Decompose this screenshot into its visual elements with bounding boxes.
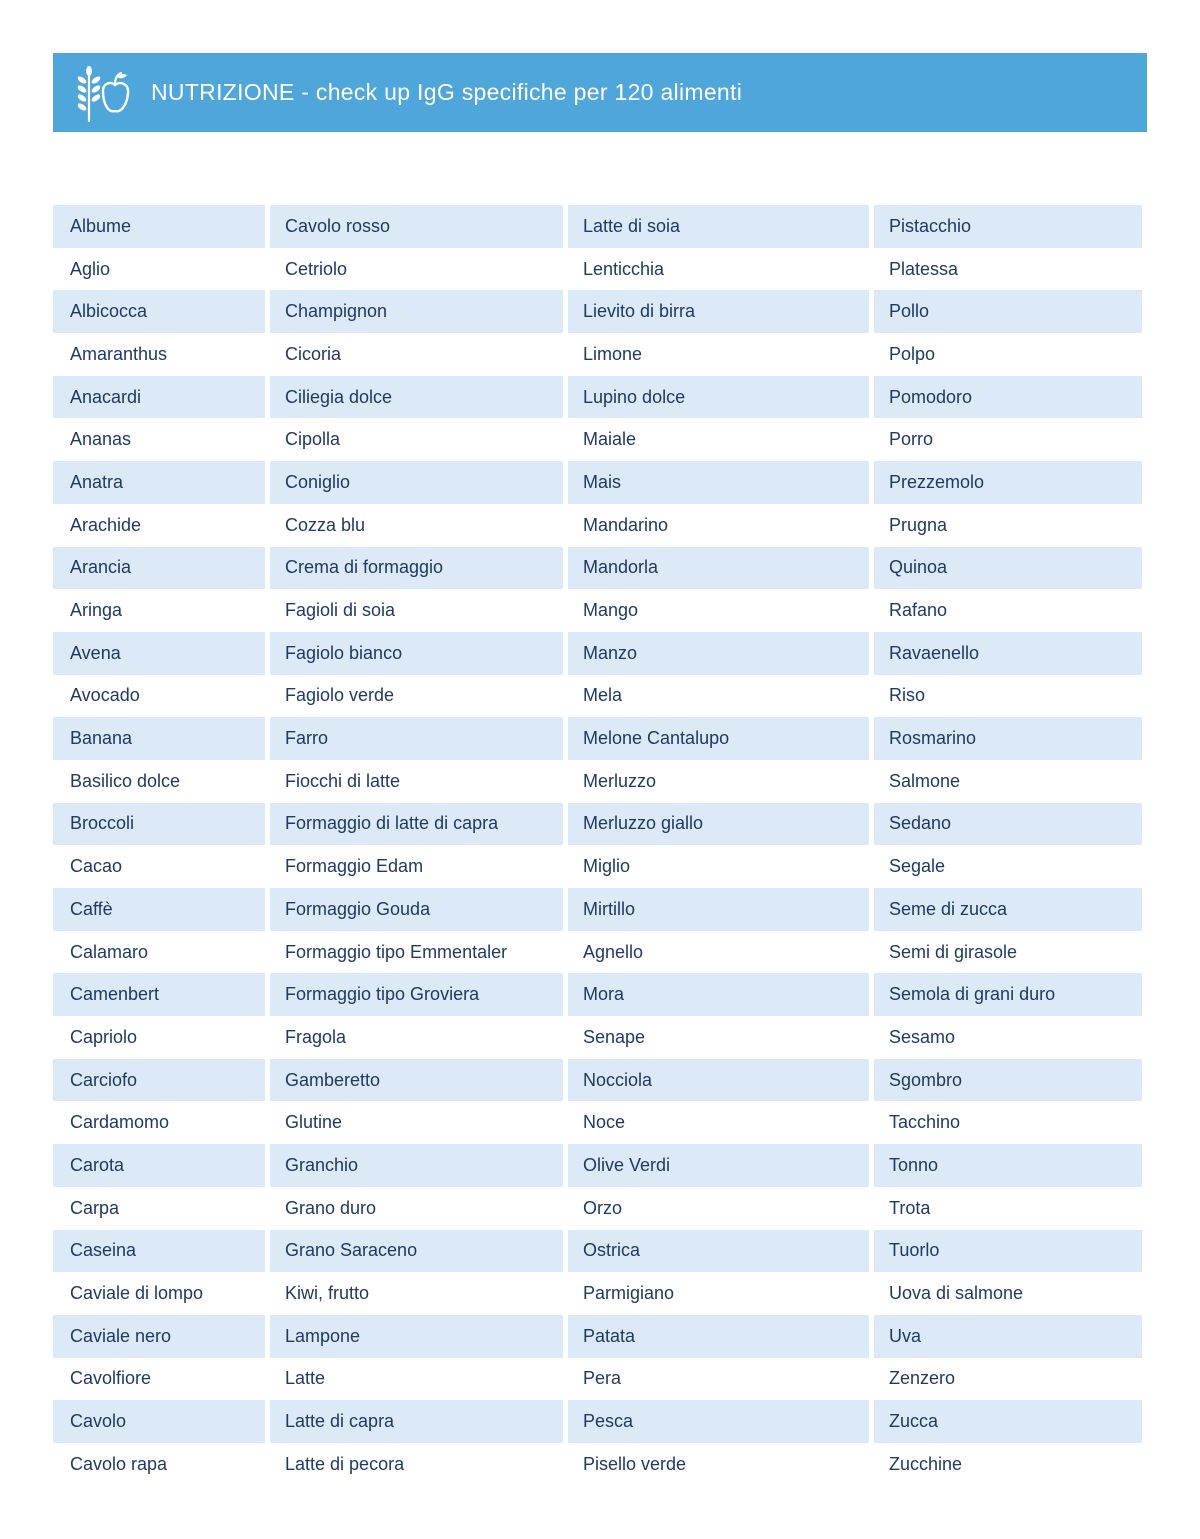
food-item: Arancia — [53, 547, 265, 590]
food-item: Miglio — [583, 856, 631, 877]
food-item: Caviale di lompo — [70, 1283, 204, 1304]
food-item: Mais — [568, 461, 869, 504]
food-item: Latte di capra — [270, 1400, 563, 1443]
food-item: Avocado — [70, 685, 140, 706]
food-item: Sgombro — [874, 1059, 1142, 1102]
food-item: Granchio — [270, 1144, 563, 1187]
food-item: Tonno — [874, 1144, 1142, 1187]
food-item: Fiocchi di latte — [285, 770, 401, 791]
food-item: Fagiolo verde — [285, 685, 395, 706]
food-item: Segale — [889, 856, 946, 877]
food-item: Broccoli — [53, 803, 265, 846]
food-item: Formaggio di latte di capra — [270, 803, 563, 846]
food-item: Ravaenello — [874, 632, 1142, 675]
food-item: Trota — [889, 1197, 931, 1218]
food-item: Carciofo — [53, 1059, 265, 1102]
food-item: Coniglio — [270, 461, 563, 504]
food-item: Merluzzo giallo — [568, 803, 869, 846]
food-item: Cavolo — [53, 1400, 265, 1443]
food-item: Albicocca — [53, 290, 265, 333]
food-item: Mirtillo — [568, 888, 869, 931]
food-item: Amaranthus — [70, 343, 168, 364]
food-column-1 — [53, 205, 265, 1486]
food-item: Anatra — [53, 461, 265, 504]
food-item: Arachide — [70, 514, 142, 535]
food-item: Mela — [583, 685, 623, 706]
food-item: Ananas — [70, 429, 132, 450]
food-item: Polpo — [889, 343, 936, 364]
header-banner — [53, 53, 1147, 132]
food-item: Tacchino — [889, 1112, 961, 1133]
food-item: Fagiolo bianco — [270, 632, 563, 675]
food-item: Albume — [53, 205, 265, 248]
food-item: Tuorlo — [874, 1230, 1142, 1273]
food-item: Anacardi — [53, 376, 265, 419]
food-item: Agnello — [583, 941, 644, 962]
food-item: Latte — [285, 1368, 326, 1389]
food-item: Mandorla — [568, 547, 869, 590]
food-column-3 — [568, 205, 869, 1486]
food-item: Olive Verdi — [568, 1144, 869, 1187]
food-item: Quinoa — [874, 547, 1142, 590]
food-item: Gamberetto — [270, 1059, 563, 1102]
food-item: Zucchine — [889, 1453, 963, 1474]
food-item: Caseina — [53, 1230, 265, 1273]
food-column-4 — [874, 205, 1142, 1486]
food-item: Carota — [53, 1144, 265, 1187]
food-item: Uva — [874, 1315, 1142, 1358]
food-item: Calamaro — [70, 941, 149, 962]
food-item: Champignon — [270, 290, 563, 333]
food-item: Seme di zucca — [874, 888, 1142, 931]
food-item: Ostrica — [568, 1230, 869, 1273]
food-item: Pistacchio — [874, 205, 1142, 248]
food-item: Grano duro — [285, 1197, 377, 1218]
food-item: Cicoria — [285, 343, 342, 364]
food-item: Lampone — [270, 1315, 563, 1358]
food-item: Platessa — [889, 258, 959, 279]
food-item: Prezzemolo — [874, 461, 1142, 504]
food-item: Sedano — [874, 803, 1142, 846]
food-column-2 — [270, 205, 563, 1486]
food-item: Sesamo — [889, 1026, 956, 1047]
food-item: Uova di salmone — [889, 1283, 1024, 1304]
food-item: Noce — [583, 1112, 626, 1133]
wheat-apple-icon — [67, 61, 131, 125]
food-item: Orzo — [583, 1197, 623, 1218]
food-item: Merluzzo — [583, 770, 657, 791]
food-item: Parmigiano — [583, 1283, 675, 1304]
food-item: Semola di grani duro — [874, 973, 1142, 1016]
food-item: Limone — [583, 343, 643, 364]
food-item: Basilico dolce — [70, 770, 181, 791]
food-item: Caffè — [53, 888, 265, 931]
food-item: Grano Saraceno — [270, 1230, 563, 1273]
food-item: Nocciola — [568, 1059, 869, 1102]
food-item: Rafano — [889, 600, 948, 621]
food-item: Glutine — [285, 1112, 343, 1133]
food-item: Aglio — [70, 258, 111, 279]
food-item: Ciliegia dolce — [270, 376, 563, 419]
food-item: Fragola — [285, 1026, 347, 1047]
food-item: Capriolo — [70, 1026, 138, 1047]
food-item: Pisello verde — [583, 1453, 687, 1474]
food-item: Cavolo rapa — [70, 1453, 168, 1474]
food-item: Cavolfiore — [70, 1368, 152, 1389]
food-item: Zucca — [874, 1400, 1142, 1443]
food-item: Senape — [583, 1026, 646, 1047]
food-item: Formaggio Gouda — [270, 888, 563, 931]
food-item: Carpa — [70, 1197, 120, 1218]
food-item: Manzo — [568, 632, 869, 675]
food-item: Aringa — [70, 600, 123, 621]
food-item: Pomodoro — [874, 376, 1142, 419]
food-item: Formaggio tipo Groviera — [270, 973, 563, 1016]
food-item: Banana — [53, 717, 265, 760]
food-item: Cetriolo — [285, 258, 348, 279]
food-item: Melone Cantalupo — [568, 717, 869, 760]
food-item: Prugna — [889, 514, 948, 535]
food-item: Formaggio tipo Emmentaler — [285, 941, 508, 962]
food-item: Zenzero — [889, 1368, 956, 1389]
food-item: Formaggio Edam — [285, 856, 424, 877]
food-item: Latte di pecora — [285, 1453, 405, 1474]
food-item: Cardamomo — [70, 1112, 170, 1133]
food-item: Lupino dolce — [568, 376, 869, 419]
food-item: Salmone — [889, 770, 961, 791]
food-item: Riso — [889, 685, 926, 706]
food-item: Porro — [889, 429, 934, 450]
food-item: Lievito di birra — [568, 290, 869, 333]
food-item: Rosmarino — [874, 717, 1142, 760]
food-item: Fagioli di soia — [285, 600, 396, 621]
food-item: Cacao — [70, 856, 123, 877]
food-item: Avena — [53, 632, 265, 675]
food-item: Lenticchia — [583, 258, 665, 279]
food-item: Semi di girasole — [889, 941, 1018, 962]
food-item: Latte di soia — [568, 205, 869, 248]
food-item: Mandarino — [583, 514, 669, 535]
page-title: NUTRIZIONE - check up IgG specifiche per 120 alimenti — [151, 79, 743, 105]
food-item: Camenbert — [53, 973, 265, 1016]
food-item: Cozza blu — [285, 514, 366, 535]
food-item: Mango — [583, 600, 639, 621]
food-item: Farro — [270, 717, 563, 760]
food-item: Crema di formaggio — [270, 547, 563, 590]
food-item: Pollo — [874, 290, 1142, 333]
food-item: Pera — [583, 1368, 622, 1389]
food-item: Patata — [568, 1315, 869, 1358]
food-item: Cipolla — [285, 429, 341, 450]
food-item: Maiale — [583, 429, 637, 450]
food-item: Kiwi, frutto — [285, 1283, 370, 1304]
food-item: Pesca — [568, 1400, 869, 1443]
food-item: Caviale nero — [53, 1315, 265, 1358]
food-item: Cavolo rosso — [270, 205, 563, 248]
food-item: Mora — [568, 973, 869, 1016]
food-list-grid — [53, 205, 1142, 1486]
